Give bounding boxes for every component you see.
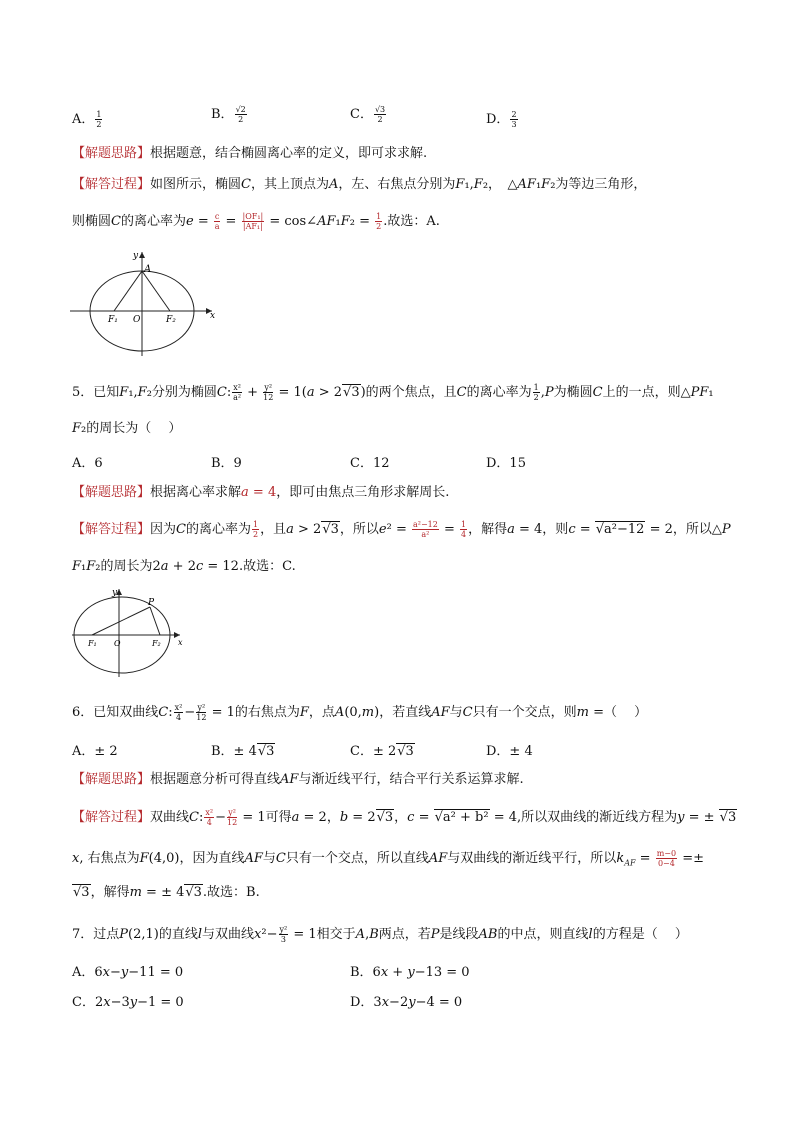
q7-option-d: D．3x−2y−4 = 0 bbox=[350, 995, 463, 1010]
fig-label-y: y bbox=[133, 251, 139, 261]
q5-ellipse-figure bbox=[72, 585, 192, 680]
q4-hint bbox=[72, 144, 427, 164]
q6-option-d: D．± 4 bbox=[486, 744, 533, 759]
q6-process-line1: 【解答过程】双曲线C: $\frac{\text{x²}}{4}$ − $\frac{\text{y²}}{12}$ = 1可得a = 2，b = 2√3，c = √a² + b² = 4,所以双曲线的渐近线方程为y = ± √3 bbox=[72, 808, 737, 827]
q5-hint: 【解题思路】根据离心率求解a = 4，即可由焦点三角形求解周长. bbox=[72, 485, 450, 500]
process-tag: 【解答过程】 bbox=[72, 522, 151, 537]
q4-process-line2: 则椭圆C的离心率为e = $\frac{c}{a}$ = $\frac{\text{|OF₁|}}{\text{|AF₁|}}$ = cos∠AF₁F₂ = $\frac{1}{2}$ .故选：A. bbox=[72, 212, 440, 231]
fig-label-f2: F₂ bbox=[166, 315, 176, 325]
q6-option-b: B．± 4√3 bbox=[211, 744, 275, 759]
q6-stem: 6．已知双曲线C: $\frac{\text{x²}}{4}$ − $\frac{\text{y²}}{12}$ = 1的右焦点为F，点A(0,m)，若直线AF与C只有一个交点，则m =（ ） bbox=[72, 703, 648, 722]
q6-option-a: A．± 2 bbox=[72, 744, 118, 759]
hint-tag: 【解题思路】 bbox=[72, 485, 151, 500]
hint-tag: 【解题思路】 bbox=[72, 772, 151, 787]
q5-process-line2: F₁F₂的周长为2a + 2c = 12.故选：C. bbox=[72, 559, 296, 574]
process-tag: 【解答过程】 bbox=[72, 177, 151, 192]
q6-process-line3: √3，解得m = ± 4√3.故选：B. bbox=[73, 885, 260, 900]
q6-hint: 【解题思路】根据题意分析可得直线AF与渐近线平行，结合平行关系运算求解. bbox=[72, 772, 524, 787]
q5-process-line1: 【解答过程】因为C的离心率为 $\frac{1}{2}$ ，且a > 2√3，所以e² = $\frac{\text{a²−12}}{\text{a²}}$ = $\frac{1}{4}$ ，解得a = 4，则c = √a²−12 = 2，所以△P bbox=[72, 520, 731, 539]
q7-option-a: A．6x−y−11 = 0 bbox=[72, 965, 184, 980]
process-tag: 【解答过程】 bbox=[72, 810, 151, 825]
q5-stem-line2: F₂的周长为（ ） bbox=[72, 421, 182, 436]
q4-ellipse-figure bbox=[70, 248, 230, 358]
fig-label-o: O bbox=[114, 639, 121, 648]
q4-option-c: C． $\frac{√3}{2}$ bbox=[350, 105, 386, 124]
q6-option-c: C．± 2√3 bbox=[350, 744, 414, 759]
fig-label-a: A bbox=[144, 264, 152, 275]
fig-label-f1: F₁ bbox=[88, 639, 97, 648]
q5-option-c: C．12 bbox=[350, 456, 390, 471]
fig-label-f2: F₂ bbox=[152, 639, 161, 648]
q4-option-a: A． $\frac{1}{2}$ bbox=[72, 110, 102, 129]
q5-stem-line1: 5．已知F₁,F₂分别为椭圆C: $\frac{\text{x²}}{\text{a²}}$ + $\frac{\text{y²}}{12}$ = 1(a > 2√3)的两个焦点，且C的离心率为 $\frac{1}{2}$ ,P为椭圆C上的一点，则△PF₁ bbox=[72, 383, 714, 402]
q5-option-d: D．15 bbox=[486, 456, 526, 471]
fig-label-o: O bbox=[133, 315, 141, 325]
q5-option-a: A．6 bbox=[72, 456, 103, 471]
q7-stem: 7．过点P(2,1)的直线l与双曲线x²− $\frac{\text{y²}}{3}$ = 1相交于A,B两点，若P是线段AB的中点，则直线l的方程是（ ） bbox=[72, 925, 688, 944]
fig-label-y: y bbox=[112, 588, 118, 598]
q7-option-b: B．6x + y−13 = 0 bbox=[350, 965, 470, 980]
fig-label-p: P bbox=[148, 598, 155, 608]
q7-option-c: C．2x−3y−1 = 0 bbox=[72, 995, 184, 1010]
q4-process-line1: 【解答过程】如图所示，椭圆C，其上顶点为A，左、右焦点分别为F₁,F₂， △AF₁F₂为等边三角形， bbox=[72, 177, 647, 192]
q4-option-d: D． $\frac{2}{3}$ bbox=[486, 110, 517, 129]
q6-process-line2: x, 右焦点为F(4,0)，因为直线AF与C只有一个交点，所以直线AF与双曲线的渐近线平行，所以$k_{AF}$ = $\frac{m-0}{0-4}$ =± bbox=[72, 849, 705, 868]
fig-label-x: x bbox=[210, 311, 216, 321]
hint-text: 根据题意，结合椭圆离心率的定义，即可求求解. bbox=[150, 146, 428, 161]
q5-option-b: B．9 bbox=[211, 456, 242, 471]
q4-option-b: B． $\frac{√2}{2}$ bbox=[211, 105, 246, 124]
hint-tag: 【解题思路】 bbox=[72, 146, 151, 161]
fig-label-f1: F₁ bbox=[108, 315, 118, 325]
fig-label-x: x bbox=[178, 638, 183, 647]
